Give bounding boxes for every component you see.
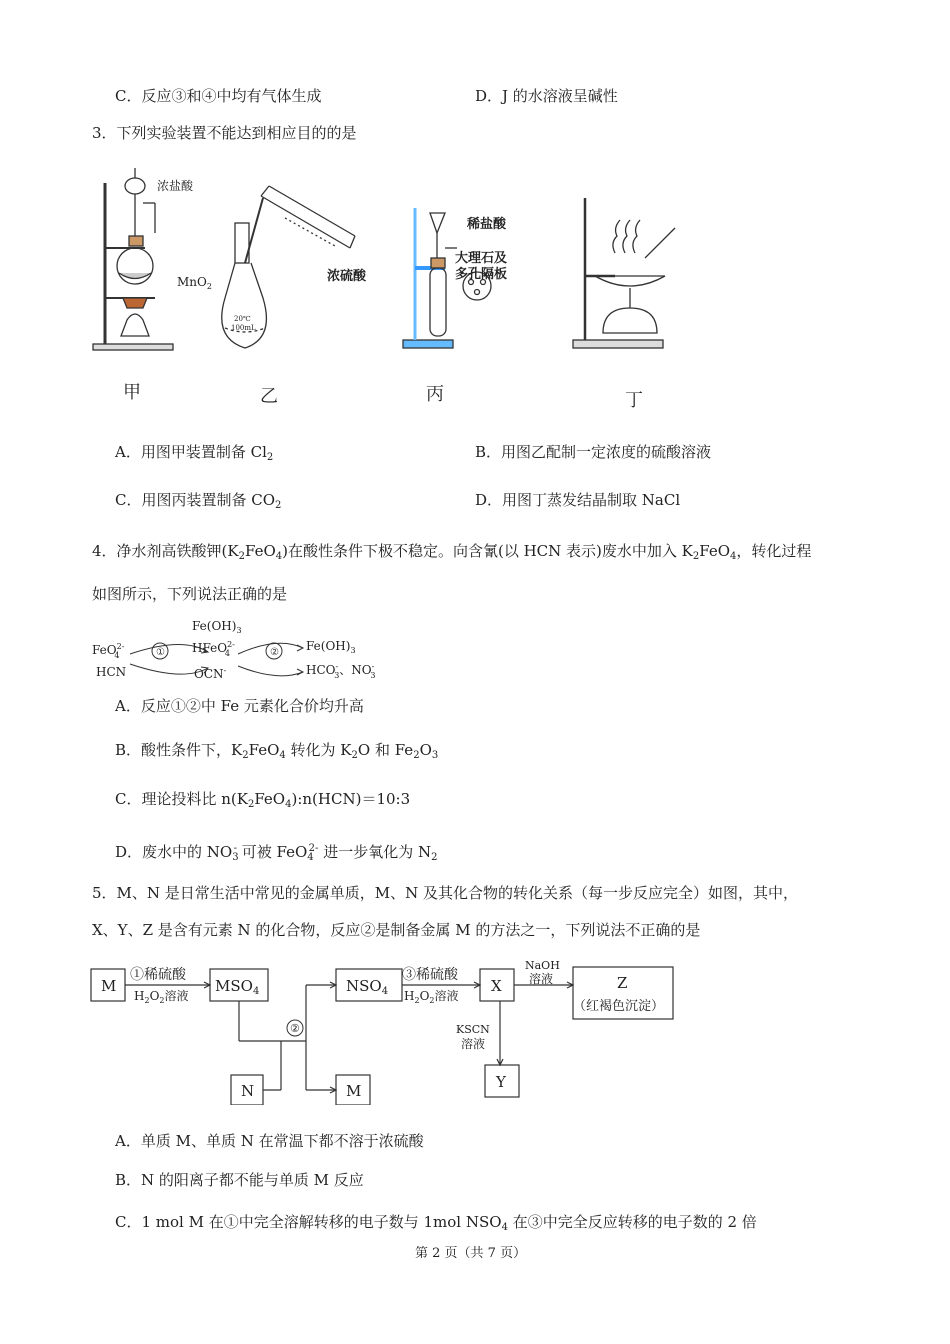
scheme-feoh3-right: $Fe(OH)_3$ (306, 639, 356, 655)
q5-option-b: B．N 的阳离子都不能与单质 M 反应 (115, 1171, 364, 1189)
flow-node-n: N (241, 1082, 255, 1100)
q4-stem-line1: 4．净水剂高铁酸钾$(K_2FeO_4)$在酸性条件下极不稳定。向含氰(以 HCN 表示)废水中加入 $K_2FeO_4$，转化过程 (92, 542, 812, 562)
scheme-hcn: HCN (96, 665, 127, 679)
scheme-ocn: OCN- (194, 666, 227, 681)
q3-option-a: A．用图甲装置制备 $Cl_2$ (115, 443, 274, 463)
label-bing: 丙 (426, 384, 444, 405)
label-conc-hcl: 浓盐酸 (157, 179, 194, 193)
q5-flowchart (88, 955, 688, 1105)
flow-h2o2-3: $H_2O_2$溶液 (404, 989, 459, 1005)
q2-option-d: D．J 的水溶液呈碱性 (475, 87, 618, 105)
label-dil-hcl: 稀盐酸 (467, 217, 507, 232)
flow-node-mso4: $MSO_4$ (215, 977, 260, 997)
q4-option-c: C．理论投料比 $n(K_2FeO_4):n(HCN)=10:3$ (115, 790, 411, 810)
flow-naoh-solution: 溶液 (529, 972, 554, 986)
q4-stem-line2: 如图所示，下列说法正确的是 (92, 585, 288, 603)
q4-reaction-scheme (88, 616, 398, 686)
label-marble-2: 多孔隔板 (455, 267, 508, 282)
scheme-hco3-no3: HCO-3、NO-3 (306, 662, 376, 680)
label-ding: 丁 (625, 390, 643, 411)
flow-node-nso4: $NSO_4$ (346, 977, 389, 997)
label-yi: 乙 (260, 386, 278, 407)
q3-apparatus-figure (85, 158, 685, 418)
page-footer: 第 2 页（共 7 页） (415, 1246, 527, 1261)
flow-step-2: ② (290, 1022, 300, 1035)
q5-stem-line1: 5．M、N 是日常生活中常见的金属单质，M、N 及其化合物的转化关系（每一步反应完全）如图，其中， (92, 884, 799, 902)
label-flask-temp: 20℃ (234, 315, 251, 323)
scheme-step-2: ② (270, 647, 279, 658)
scheme-feo4: FeO$^{2-}$4 (92, 642, 125, 660)
q3-option-c: C．用图丙装置制备 $CO_2$ (115, 491, 282, 511)
q4-option-a: A．反应①②中 Fe 元素化合价均升高 (115, 697, 364, 715)
q5-option-a: A．单质 M、单质 N 在常温下都不溶于浓硫酸 (115, 1132, 424, 1150)
q3-option-b: B．用图乙配制一定浓度的硫酸溶液 (475, 443, 712, 461)
q4-option-b: B．酸性条件下，$K_2FeO_4$ 转化为 $K_2O$ 和 $Fe_2O_3$ (115, 741, 439, 761)
flow-step-1: ①稀硫酸 (130, 967, 186, 983)
flow-node-m: M (101, 977, 117, 995)
q3-stem: 3．下列实验装置不能达到相应目的的是 (92, 124, 357, 142)
q5-option-c: C．1 mol M 在①中完全溶解转移的电子数与 1mol $NSO_4$ 在③中完全反应转移的电子数的 2 倍 (115, 1213, 757, 1233)
flow-kscn-solution: 溶液 (461, 1037, 486, 1051)
label-mno2: MnO$_2$ (177, 275, 212, 291)
flow-node-x: X (491, 977, 502, 995)
flow-node-y: Y (496, 1073, 506, 1091)
label-jia: 甲 (123, 382, 141, 403)
flow-node-m-product: M (346, 1082, 362, 1100)
flow-step-3: ③稀硫酸 (402, 967, 458, 983)
q5-stem-line2: X、Y、Z 是含有元素 N 的化合物，反应②是制备金属 M 的方法之一，下列说法不正确的是 (92, 921, 701, 939)
flow-h2o2-1: $H_2O_2$溶液 (134, 989, 189, 1005)
label-marble-1: 大理石及 (455, 251, 508, 266)
label-conc-h2so4: 浓硫酸 (327, 269, 367, 284)
scheme-hfeo4: HFeO$^{2-}$4 (192, 640, 235, 658)
flow-z-description: （红褐色沉淀） (573, 999, 665, 1014)
label-flask-volume: 100mL (231, 324, 256, 332)
flow-naoh: NaOH (525, 959, 560, 972)
flow-kscn: KSCN (456, 1023, 490, 1036)
q2-option-c: C．反应③和④中均有气体生成 (115, 87, 322, 105)
q4-option-d: D．废水中的 $NO_3^-$ 可被 FeO$_4^{2-}$ 进一步氧化为 $N_2$ (115, 843, 438, 863)
q3-option-d: D．用图丁蒸发结晶制取 NaCl (475, 491, 681, 509)
flow-node-z: Z (617, 974, 628, 992)
scheme-feoh3-top: $Fe(OH)_3$ (192, 619, 242, 635)
scheme-step-1: ① (156, 647, 165, 658)
